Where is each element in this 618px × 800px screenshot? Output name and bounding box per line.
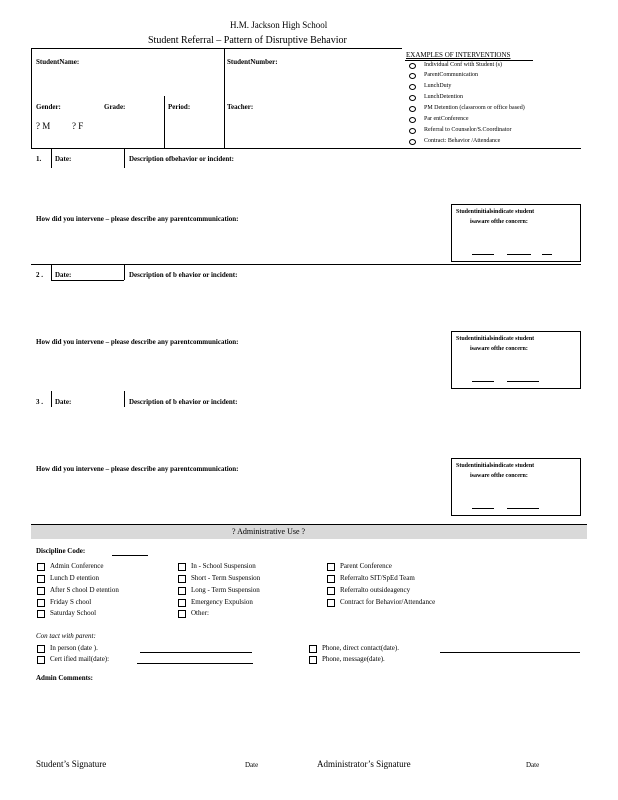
student-date-label: Date <box>245 761 259 769</box>
incident-3-number: 3 . <box>36 398 43 406</box>
phone-message-checkbox[interactable] <box>309 656 317 664</box>
emergency-expulsion-checkbox[interactable] <box>178 599 186 607</box>
intervention-item: ParentCommunication <box>424 72 478 78</box>
intervention-item: Individual Conf with Student (s) <box>424 62 502 68</box>
in-person-checkbox[interactable] <box>37 645 45 653</box>
gender-male-option[interactable]: ? M <box>36 121 51 131</box>
gender-female-option[interactable]: ? F <box>72 121 84 131</box>
incident-1-intervene: How did you intervene – please describe any parentcommunication: <box>36 215 239 223</box>
intervention-item: LunchDetention <box>424 94 463 100</box>
discipline-code-label: Discipline Code: <box>36 547 86 555</box>
grade-label: Grade: <box>104 103 126 111</box>
intervention-item: Contract: Behavior /Attendance <box>424 138 501 144</box>
incident-1-date: Date: <box>55 155 72 163</box>
school-name: H.M. Jackson High School <box>230 20 328 30</box>
admin-use-title: ? Administrative Use ? <box>232 527 306 536</box>
lunch-detention-checkbox[interactable] <box>37 575 45 583</box>
incident-1-description: Description ofbehavior or incident: <box>129 155 234 163</box>
short-term-suspension-checkbox[interactable] <box>178 575 186 583</box>
in-person-date-field[interactable] <box>140 652 252 653</box>
intervention-item: Referral to Counselor/S.Coordinator <box>424 127 512 133</box>
admin-comments-label: Admin Comments: <box>36 674 93 682</box>
contact-parent-label: Con tact with parent: <box>36 632 96 640</box>
referral-sit-checkbox[interactable] <box>327 575 335 583</box>
intervention-item: PM Detention (classroom or office based) <box>424 105 525 111</box>
student-number-label: StudentNumber: <box>227 58 278 66</box>
incident-1-initials-label-2: isaware ofthe concern: <box>470 219 528 225</box>
option-label: Contract for Behavior/Attendance <box>340 598 436 606</box>
intervention-item: LunchDuty <box>424 83 452 89</box>
incident-3-intervene: How did you intervene – please describe any parentcommunication: <box>36 465 239 473</box>
option-label: Admin Conference <box>50 562 104 570</box>
teacher-label: Teacher: <box>227 103 254 111</box>
intervention-radio[interactable] <box>409 128 416 134</box>
option-label: Parent Conference <box>340 562 392 570</box>
contact-option-label: In person (date ). <box>50 644 98 652</box>
certified-mail-date-field[interactable] <box>137 663 253 664</box>
contract-checkbox[interactable] <box>327 599 335 607</box>
friday-school-checkbox[interactable] <box>37 599 45 607</box>
intervention-radio[interactable] <box>409 106 416 112</box>
option-label: Referralto SIT/SpEd Team <box>340 574 415 582</box>
incident-2-description: Description of b ehavior or incident: <box>129 271 238 279</box>
contact-option-label: Cert ified mail(date): <box>50 655 110 663</box>
incident-2-date: Date: <box>55 271 72 279</box>
incident-3-date: Date: <box>55 398 72 406</box>
incident-3-description: Description of b ehavior or incident: <box>129 398 238 406</box>
student-name-label: StudentName: <box>36 58 80 66</box>
incident-2-initials-label: Studentinitialsindicate student <box>456 336 535 342</box>
intervention-radio[interactable] <box>409 95 416 101</box>
interventions-title: EXAMPLES OF INTERVENTIONS <box>406 51 511 59</box>
option-label: Other: <box>191 609 209 617</box>
admin-signature-label: Administrator’s Signature <box>317 759 411 769</box>
option-label: Emergency Expulsion <box>191 598 253 606</box>
form-title: Student Referral – Pattern of Disruptive Behavior <box>148 35 347 46</box>
option-label: Referralto outsideagency <box>340 586 411 594</box>
gender-label: Gender: <box>36 103 61 111</box>
incident-2-intervene: How did you intervene – please describe any parentcommunication: <box>36 338 239 346</box>
option-label: Saturday School <box>50 609 97 617</box>
option-label: Friday S chool <box>50 598 92 606</box>
admin-date-label: Date <box>526 761 540 769</box>
option-label: In - School Suspension <box>191 562 256 570</box>
incident-2-initials-label-2: isaware ofthe concern: <box>470 346 528 352</box>
phone-direct-date-field[interactable] <box>440 652 580 653</box>
incident-1-initials-label: Studentinitialsindicate student <box>456 209 535 215</box>
in-school-suspension-checkbox[interactable] <box>178 563 186 571</box>
intervention-radio[interactable] <box>409 63 416 69</box>
incident-3-initials-label: Studentinitialsindicate student <box>456 463 535 469</box>
period-label: Period: <box>168 103 191 111</box>
other-checkbox[interactable] <box>178 610 186 618</box>
option-label: Long - Term Suspension <box>191 586 260 594</box>
intervention-radio[interactable] <box>409 73 416 79</box>
intervention-radio[interactable] <box>409 117 416 123</box>
phone-direct-checkbox[interactable] <box>309 645 317 653</box>
after-school-detention-checkbox[interactable] <box>37 587 45 595</box>
contact-option-label: Phone, direct contact(date). <box>322 644 399 652</box>
incident-1-number: 1. <box>36 155 42 163</box>
intervention-item: Par entConference <box>424 116 469 122</box>
option-label: Short - Term Suspension <box>191 574 261 582</box>
certified-mail-checkbox[interactable] <box>37 656 45 664</box>
option-label: After S chool D etention <box>50 586 119 594</box>
long-term-suspension-checkbox[interactable] <box>178 587 186 595</box>
incident-2-number: 2 . <box>36 271 43 279</box>
admin-conference-checkbox[interactable] <box>37 563 45 571</box>
admin-use-bar <box>31 525 587 539</box>
intervention-radio[interactable] <box>409 139 416 145</box>
incident-3-initials-label-2: isaware ofthe concern: <box>470 473 528 479</box>
student-signature-label: Student’s Signature <box>36 759 107 769</box>
intervention-radio[interactable] <box>409 84 416 90</box>
option-label: Lunch D etention <box>50 574 99 582</box>
parent-conference-checkbox[interactable] <box>327 563 335 571</box>
contact-option-label: Phone, message(date). <box>322 655 385 663</box>
discipline-code-field[interactable] <box>112 555 148 556</box>
referral-agency-checkbox[interactable] <box>327 587 335 595</box>
saturday-school-checkbox[interactable] <box>37 610 45 618</box>
